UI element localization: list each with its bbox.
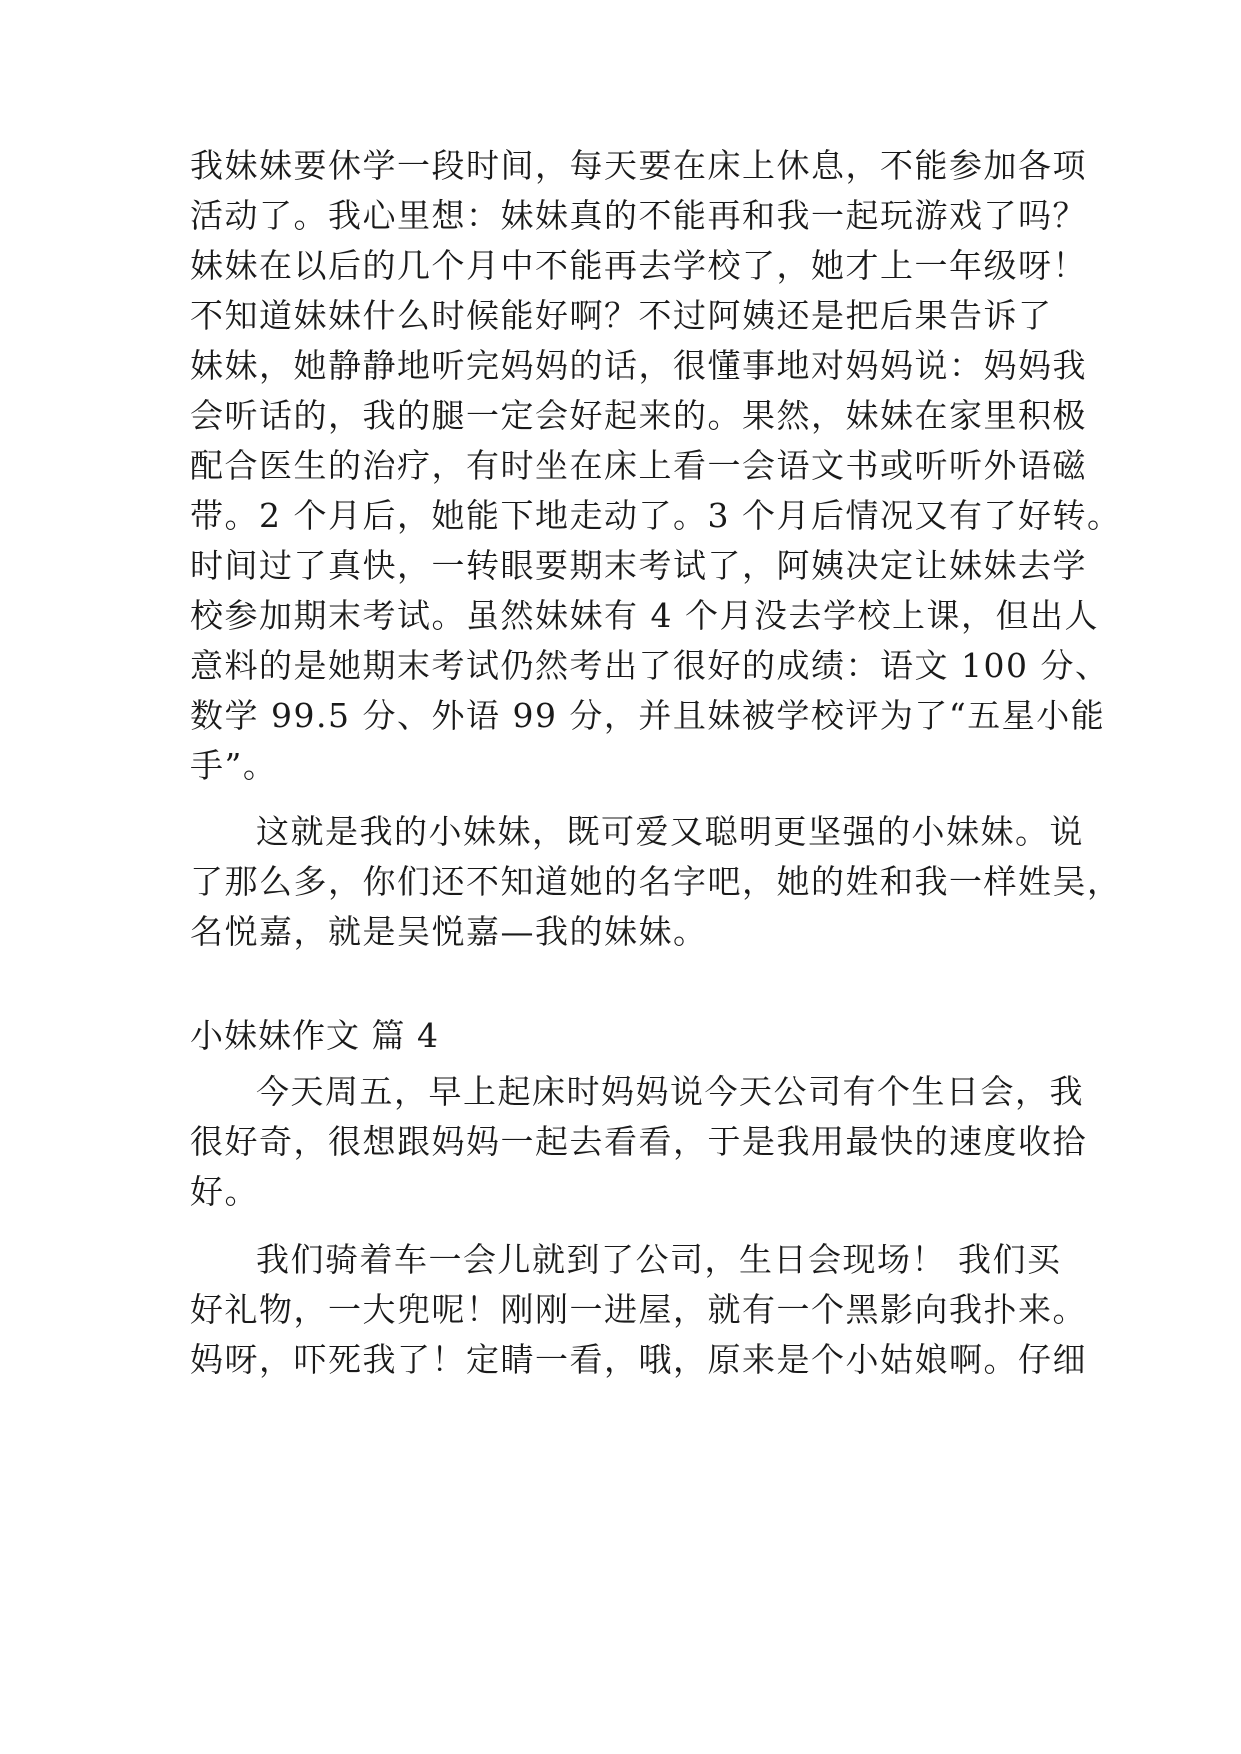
text-line-18: 很好奇，很想跟妈妈一起去看看，于是我用最快的速度收拾 (190, 1122, 1087, 1161)
text-line-10: 校参加期末考试。虽然妹妹有 4 个月没去学校上课，但出人 (190, 596, 1099, 635)
text-line-6: 会听话的，我的腿一定会好起来的。果然，妹妹在家里积极 (190, 396, 1087, 435)
text-line-17: 今天周五，早上起床时妈妈说今天公司有个生日会，我 (256, 1072, 1084, 1111)
text-line-15: 了那么多，你们还不知道她的名字吧，她的姓和我一样姓吴， (190, 862, 1122, 901)
text-line-21: 好礼物，一大兜呢！刚刚一进屋，就有一个黑影向我扑来。 (190, 1290, 1087, 1329)
text-line-22: 妈呀，吓死我了！定睛一看，哦，原来是个小姑娘啊。仔细 (190, 1340, 1087, 1379)
text-line-3: 妹妹在以后的几个月中不能再去学校了，她才上一年级呀！ (190, 246, 1087, 285)
text-line-12: 数学 99.5 分、外语 99 分，并且妹被学校评为了“五星小能 (190, 696, 1106, 735)
text-line-2: 活动了。我心里想：妹妹真的不能再和我一起玩游戏了吗？ (190, 196, 1087, 235)
text-line-4: 不知道妹妹什么时候能好啊？不过阿姨还是把后果告诉了 (190, 296, 1053, 335)
text-line-5: 妹妹，她静静地听完妈妈的话，很懂事地对妈妈说：妈妈我 (190, 346, 1087, 385)
section-heading: 小妹妹作文 篇 4 (190, 1016, 439, 1055)
text-line-11: 意料的是她期末考试仍然考出了很好的成绩：语文 100 分、 (190, 646, 1110, 685)
text-line-7: 配合医生的治疗，有时坐在床上看一会语文书或听听外语磁 (190, 446, 1087, 485)
text-line-14: 这就是我的小妹妹，既可爱又聪明更坚强的小妹妹。说 (256, 812, 1084, 851)
text-line-8: 带。2 个月后，她能下地走动了。3 个月后情况又有了好转。 (190, 496, 1122, 535)
text-line-20: 我们骑着车一会儿就到了公司，生日会现场！ 我们买 (256, 1240, 1062, 1279)
text-line-13: 手”。 (190, 746, 278, 785)
text-line-9: 时间过了真快，一转眼要期末考试了，阿姨决定让妹妹去学 (190, 546, 1087, 585)
text-line-1: 我妹妹要休学一段时间，每天要在床上休息，不能参加各项 (190, 146, 1087, 185)
text-line-19: 好。 (190, 1172, 259, 1211)
text-line-16: 名悦嘉，就是吴悦嘉—我的妹妹。 (190, 912, 708, 951)
